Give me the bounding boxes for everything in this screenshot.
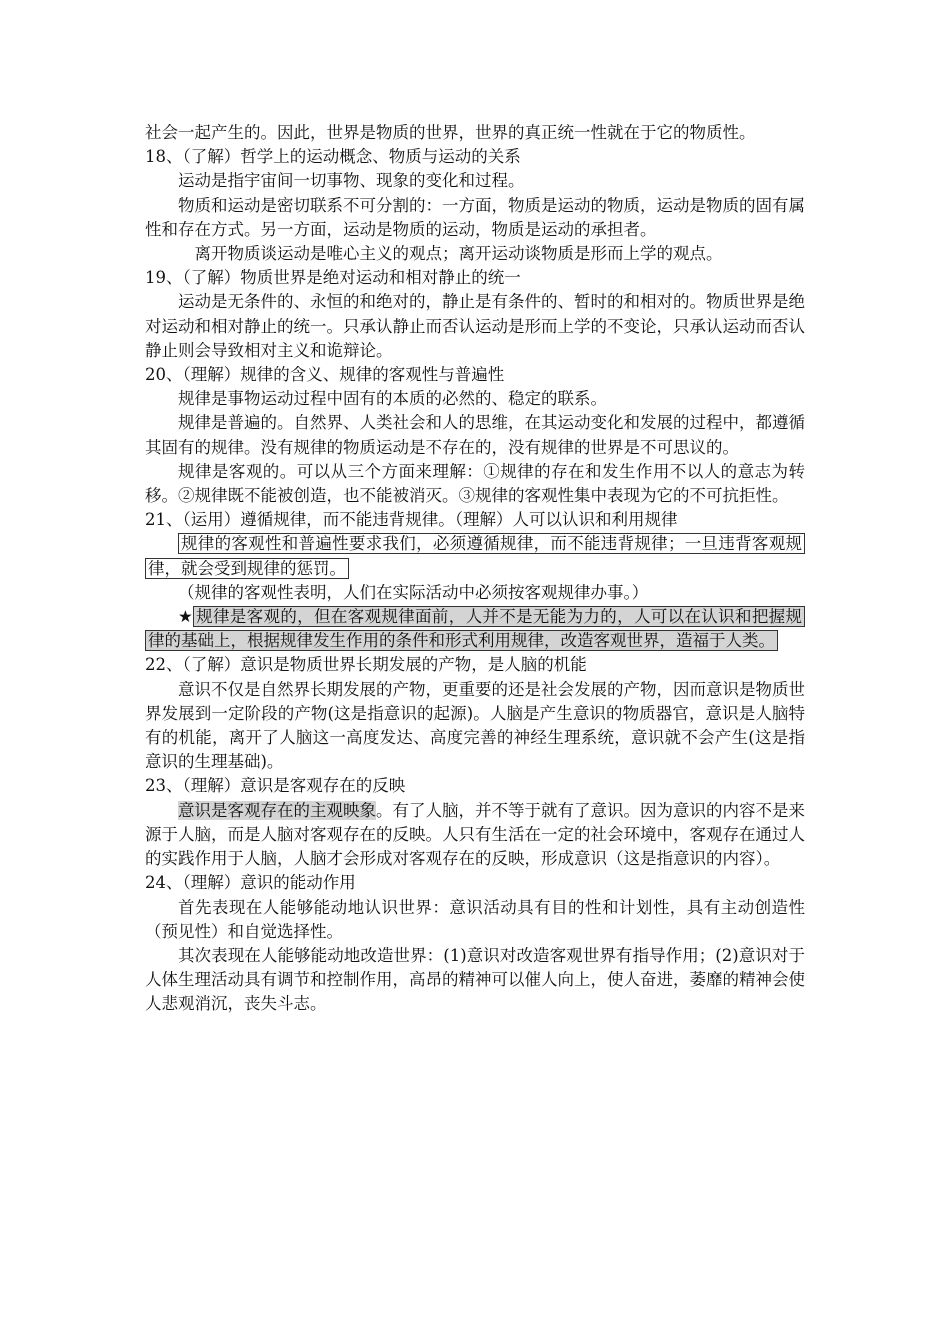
section-heading-21: 21、（运用）遵循规律，而不能违背规律。（理解）人可以认识和利用规律 xyxy=(145,510,678,530)
section-heading-18: 18、（了解）哲学上的运动概念、物质与运动的关系 xyxy=(145,147,521,167)
paragraph: 首先表现在人能够能动地认识世界：意识活动具有目的性和计划性，具有主动创造性（预见性）和自觉选择性。 xyxy=(145,897,805,941)
boxed-paragraph xyxy=(145,532,805,580)
shaded-boxed-text: 规律是客观的，但在客观规律面前，人并不是无能为力的，人可以在认识和把握规律的基础上，根据规律发生作用的条件和形式利用规律，改造客观世界，造福于人类。 xyxy=(145,606,805,651)
paragraph: 运动是指宇宙间一切事物、现象的变化和过程。 xyxy=(178,171,525,191)
paragraph: 离开物质谈运动是唯心主义的观点；离开运动谈物质是形而上学的观点。 xyxy=(194,244,723,264)
paragraph xyxy=(145,799,805,872)
paragraph: 其次表现在人能够能动地改造世界：(1)意识对改造客观世界有指导作用；(2)意识对于人体生理活动具有调节和控制作用，高昂的精神可以催人向上，使人奋进，萎靡的精神会使人悲观消沉，丧失斗志。 xyxy=(145,945,805,1014)
paragraph: 物质和运动是密切联系不可分割的：一方面，物质是运动的物质，运动是物质的固有属性和存在方式。另一方面，运动是物质的运动，物质是运动的承担者。 xyxy=(145,195,805,239)
boxed-text: 规律的客观性和普遍性要求我们，必须遵循规律，而不能违背规律；一旦违背客观规律，就会受到规律的惩罚。 xyxy=(145,533,805,578)
section-heading-20: 20、（理解）规律的含义、规律的客观性与普遍性 xyxy=(145,365,505,385)
shaded-text: 意识是客观存在的主观映象 xyxy=(178,800,376,820)
paragraph: （规律的客观性表明，人们在实际活动中必须按客观规律办事。） xyxy=(178,582,649,602)
paragraph: 规律是普遍的。自然界、人类社会和人的思维，在其运动变化和发展的过程中，都遵循其固有的规律。没有规律的物质运动是不存在的，没有规律的世界是不可思议的。 xyxy=(145,413,805,457)
paragraph: 规律是客观的。可以从三个方面来理解：①规律的存在和发生作用不以人的意志为转移。②规律既不能被创造，也不能被消灭。③规律的客观性集中表现为它的不可抗拒性。 xyxy=(145,461,805,506)
paragraph: 运动是无条件的、永恒的和绝对的，静止是有条件的、暂时的和相对的。物质世界是绝对运动和相对静止的统一。只承认静止而否认运动是形而上学的不变论，只承认运动而否认静止则会导致相对主义和诡辩论。 xyxy=(145,292,805,360)
paragraph: 规律是事物运动过程中固有的本质的必然的、稳定的联系。 xyxy=(178,389,607,409)
document-body xyxy=(145,121,805,1017)
paragraph: 意识不仅是自然界长期发展的产物，更重要的还是社会发展的产物，因而意识是物质世界发展到一定阶段的产物(这是指意识的起源)。人脑是产生意识的物质器官，意识是人脑特有的机能，离开了人脑这一高度发达、高度完善的神经生理系统，意识就不会产生(这是指意识的生理基础)。 xyxy=(145,679,805,772)
section-heading-19: 19、（了解）物质世界是绝对运动和相对静止的统一 xyxy=(145,268,521,288)
highlighted-paragraph xyxy=(145,605,805,653)
section-heading-22: 22、（了解）意识是物质世界长期发展的产物，是人脑的机能 xyxy=(145,655,587,675)
paragraph-rest: 。有了人脑，并不等于就有了意识。因为意识的内容不是来源于人脑，而是人脑对客观存在的反映。人只有生活在一定的社会环境中，客观存在通过人的实践作用于人脑，人脑才会形成对客观存在的反映，形成意识（这是指意识的内容）。 xyxy=(145,800,805,869)
paragraph-continuation: 社会一起产生的。因此，世界是物质的世界，世界的真正统一性就在于它的物质性。 xyxy=(145,123,756,142)
star-icon: ★ xyxy=(178,607,194,627)
section-heading-23: 23、（理解）意识是客观存在的反映 xyxy=(145,776,406,796)
section-heading-24: 24、（理解）意识的能动作用 xyxy=(145,873,356,893)
